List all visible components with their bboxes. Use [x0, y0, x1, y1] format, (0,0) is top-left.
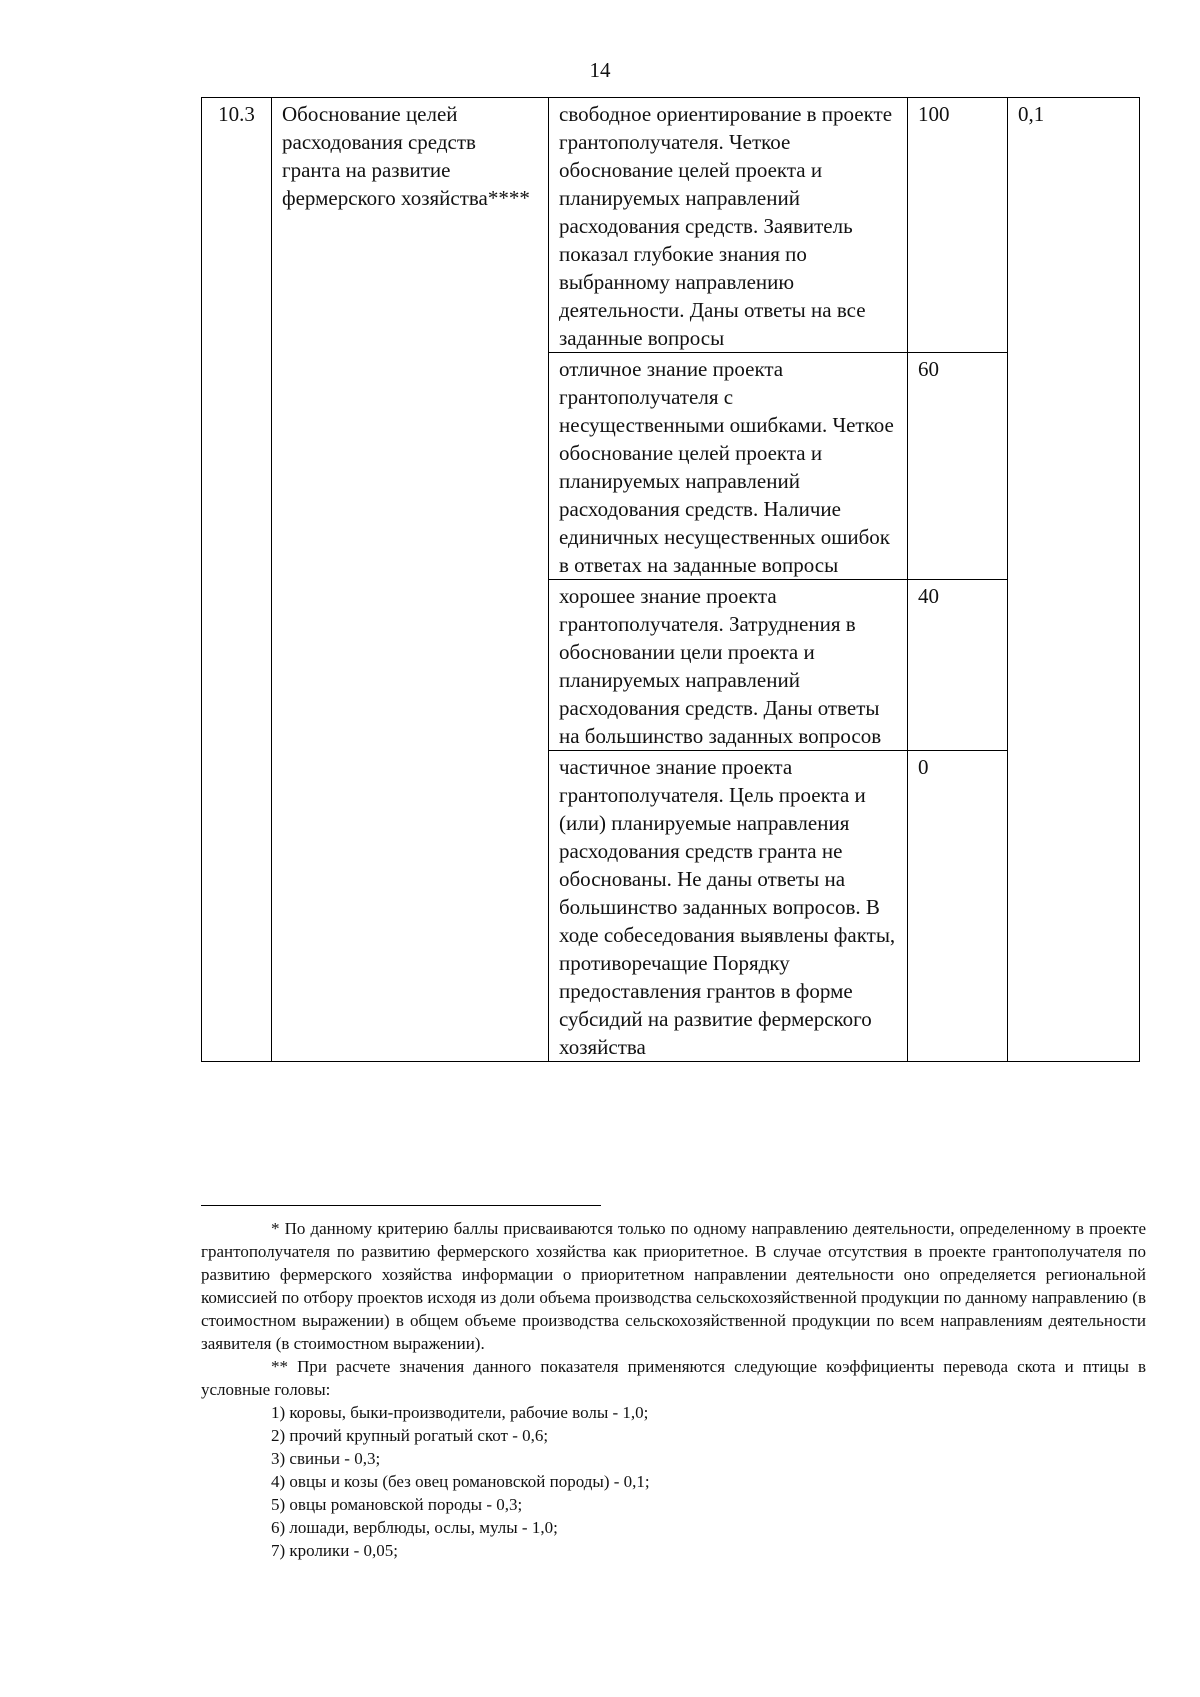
criterion-weight: 0,1: [1008, 98, 1140, 1062]
level-description: хорошее знание проекта грантополучателя. Затруднения в обосновании цели проекта и планируемых направлений расходования средств. Даны ответы на большинство заданных вопросов: [549, 580, 908, 751]
level-score: 100: [908, 98, 1008, 353]
page-number: 14: [589, 58, 611, 82]
level-description: свободное ориентирование в проекте грантополучателя. Четкое обоснование целей проекта и планируемых направлений расходования средств. Заявитель показал глубокие знания по выбранному направлению деятельности. Даны ответы на все заданные вопросы: [549, 98, 908, 353]
footnote-1: * По данному критерию баллы присваиваются только по одному направлению деятельности, определенному в проекте грантополучателя по развитию фермерского хозяйства как приоритетное. В случае отсутствия в проекте грантополучателя по развитию фермерского хозяйства информации о приоритетном направлении деятельности оно определяется региональной комиссией по отбору проектов исходя из доли объема производства сельскохозяйственной продукции по данному направлению (в стоимостном выражении) в общем объеме производства сельскохозяйственной продукции по всем направлениям деятельности заявителя (в стоимостном выражении).: [201, 1219, 1146, 1353]
level-score: 60: [908, 353, 1008, 580]
footnote-divider: [201, 1205, 601, 1206]
list-item: 6) лошади, верблюды, ослы, мулы - 1,0;: [271, 1518, 558, 1537]
list-item: 2) прочий крупный рогатый скот - 0,6;: [271, 1426, 549, 1445]
list-item: 1) коровы, быки-производители, рабочие волы - 1,0;: [271, 1403, 649, 1422]
list-item: 7) кролики - 0,05;: [271, 1541, 399, 1560]
criterion-name: Обоснование целей расходования средств гранта на развитие фермерского хозяйства****: [272, 98, 549, 1062]
level-description: отличное знание проекта грантополучателя с несущественными ошибками. Четкое обоснование целей проекта и планируемых направлений расходования средств. Наличие единичных несущественных ошибок в ответах на заданные вопросы: [549, 353, 908, 580]
criterion-id: 10.3: [202, 98, 272, 1062]
list-item: 5) овцы романовской породы - 0,3;: [271, 1495, 523, 1514]
level-description: частичное знание проекта грантополучателя. Цель проекта и (или) планируемые направления расходования средств гранта не обоснованы. Не даны ответы на большинство заданных вопросов. В ходе собеседования выявлены факты, противоречащие Порядку предоставления грантов в форме субсидий на развитие фермерского хозяйства: [549, 751, 908, 1062]
list-item: 3) свиньи - 0,3;: [271, 1449, 381, 1468]
level-score: 40: [908, 580, 1008, 751]
list-item: 4) овцы и козы (без овец романовской породы) - 0,1;: [271, 1472, 650, 1491]
table-row: [202, 98, 1140, 353]
footnotes: [201, 1217, 1146, 1562]
footnote-2: ** При расчете значения данного показателя применяются следующие коэффициенты перевода скота и птицы в условные головы:: [201, 1357, 1146, 1399]
level-score: 0: [908, 751, 1008, 1062]
criteria-table: [201, 97, 1140, 1062]
